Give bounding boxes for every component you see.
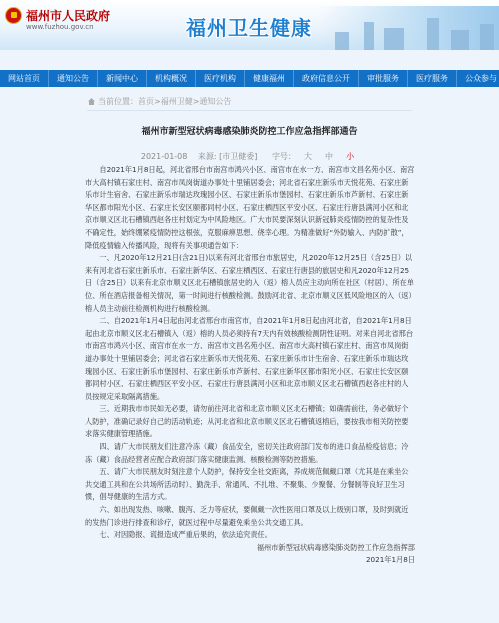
nav-item-medical[interactable]: 医疗服务	[408, 70, 457, 87]
nav-item-hospitals[interactable]: 医疗机构	[196, 70, 245, 87]
site-header	[0, 0, 499, 50]
breadcrumb-separator: >	[192, 97, 200, 106]
building-decoration	[427, 18, 439, 50]
building-decoration	[480, 24, 494, 50]
main-nav	[0, 70, 499, 87]
nav-item-approval[interactable]: 审批服务	[359, 70, 408, 87]
breadcrumb	[88, 96, 231, 107]
nav-item-participation[interactable]: 公众参与	[465, 74, 497, 83]
emblem-icon	[5, 7, 22, 24]
nav-item-health[interactable]: 健康福州	[245, 70, 294, 87]
font-size-large-button[interactable]: 大	[303, 152, 312, 161]
breadcrumb-separator: >	[154, 97, 161, 106]
article-paragraph: 二、自2021年1月4日起由河北省邢台市南宫市，自2021年1月8日起由河北省，自2021年1月8日起由北京市顺义区北石槽镇入（返）榕的人员必须持有7天内有效核酸检测阴性证明。对来自河北省邢台市南宫市鸿兴小区、南宫市在水一方、南宫市文昌名苑小区、南宫市大高村镇石家庄村、南宫市凤岗街道办事处十里铺居委会；河北省石家庄新乐市天悦花苑、石家庄新乐市计生宿舍、石家庄新乐市瑞达玫瑰园小区、石家庄新乐市堡园村、石家庄新乐市芦新村、石家庄新华区都市阳光小区、石家庄长安区颐都同村小区、石家庄栖西区平安小区、石家庄行唐县满河小区和北京市顺义区北石槽镇西赵各庄村的人员按规定采取隔离措施。	[85, 316, 414, 401]
article-paragraph: 五、请广大市民朋友时刻注意个人防护，保持安全社交距离，养成规范佩戴口罩（尤其是在乘坐公共交通工具和在公共场所活动时）、勤洗手、常通风、不扎堆、不聚集、少聚餐、分餐制等良好卫生习惯，倡导健康的生活方式。	[85, 467, 409, 502]
breadcrumb-current[interactable]: 通知公告	[199, 97, 232, 106]
nav-item-about[interactable]: 机构概况	[147, 70, 196, 87]
article-date: 2021-01-08	[140, 152, 188, 161]
font-size-small-button[interactable]: 小	[346, 152, 355, 161]
building-decoration	[364, 22, 374, 50]
building-decoration	[451, 30, 469, 50]
building-decoration	[384, 28, 404, 50]
signature-date: 2021年1月8日	[365, 555, 415, 565]
article-body	[85, 164, 415, 567]
font-size-label: 字号：	[271, 152, 296, 161]
divider	[87, 110, 412, 111]
font-size-medium-button[interactable]: 中	[325, 152, 334, 161]
article-paragraph: 七、对因隐报、谎报造成严重后果的，依法追究责任。	[99, 530, 272, 540]
article-meta	[0, 151, 499, 162]
article-paragraph: 三、近期我市市民如无必要，请勿前往河北省和北京市顺义区北石槽镇；如确需前往，务必做好个人防护，准确记录好自己的活动轨迹；从河北省和北京市顺义区北石槽镇返榕后，要按我市相关防控要求落实健康管理措施。	[85, 404, 409, 439]
nav-item-disclosure[interactable]: 政府信息公开	[294, 70, 359, 87]
nav-item-home[interactable]: 网站首页	[0, 70, 49, 87]
article-title: 福州市新型冠状病毒感染肺炎防控工作应急指挥部通告	[141, 127, 358, 137]
building-decoration	[335, 32, 349, 50]
font-size-control	[268, 152, 358, 161]
nav-item-notices[interactable]: 通知公告	[49, 70, 98, 87]
banner-title: 福州卫生健康	[186, 16, 312, 40]
article-paragraph: 一、凡2020年12月21日(含21日)以来有河北省邢台市旅居史，凡2020年12月25日（含25日）以来有河北省石家庄新乐市、石家庄新华区、石家庄栖西区、石家庄行唐县的旅居史和凡2020年12月25日（含25日）以来有北京市顺义区北石槽镇旅居史的入（返）榕人员应主动向所在社区（村居）、所在单位、所在酒店报备相关情况，第一时间进行核酸检测。鼓励河北省、北京市顺义区低风险地区的入（返）榕人员主动前往检测机构进行核酸检测。	[85, 253, 414, 313]
breadcrumb-prefix: 当前位置：	[98, 97, 138, 106]
nav-item-news[interactable]: 新闻中心	[98, 70, 147, 87]
article-paragraph: 自2021年1月8日起，河北省邢台市南宫市鸿兴小区、南宫市在水一方、南宫市文昌名苑小区、南宫市大高村镇石家庄村、南宫市凤岗街道办事处十里铺居委会；河北省石家庄新乐市天悦花苑、石家庄新乐市计生宿舍、石家庄新乐市瑞达玫瑰园小区、石家庄新乐市堡园村、石家庄新乐市芦新村、石家庄新华区都市阳光小区、石家庄长安区颐都同村小区、石家庄栖西区平安小区、石家庄行唐县满河小区和北京市顺义区北石槽镇西赵各庄村划定为中风险地区。广大市民要深刻认识新冠肺炎疫情防控的复杂性及不确定性，始终绷紧疫情防控这根弦，克服麻痹思想、侥幸心理。为精准做好“外防输入、内防扩散”，降低疫情输入传播风险，现将有关事项通告如下：	[85, 165, 415, 250]
home-icon	[88, 98, 95, 105]
site-url[interactable]: www.fuzhou.gov.cn	[26, 23, 94, 31]
breadcrumb-section[interactable]: 福州卫健	[160, 97, 193, 106]
article-source: 来源: [市卫健委]	[197, 152, 258, 161]
article-paragraph: 六、如出现发热、咳嗽、腹泻、乏力等症状，要佩戴一次性医用口罩及以上级别口罩，及时到就近的发热门诊进行排查和诊疗，就医过程中尽量避免乘坐公共交通工具。	[85, 505, 409, 527]
site-name[interactable]: 福州市人民政府	[26, 9, 111, 23]
article-paragraph: 四、请广大市民朋友们注意冷冻（藏）食品安全，密切关注政府部门发布的进口食品检疫信息；冷冻（藏）食品经营者应配合政府部门落实健康监测、核酸检测等防控措施。	[85, 442, 409, 464]
banner	[160, 6, 499, 50]
signature-org: 福州市新型冠状病毒感染肺炎防控工作应急指挥部	[256, 542, 415, 552]
breadcrumb-home[interactable]: 首页	[138, 97, 154, 106]
